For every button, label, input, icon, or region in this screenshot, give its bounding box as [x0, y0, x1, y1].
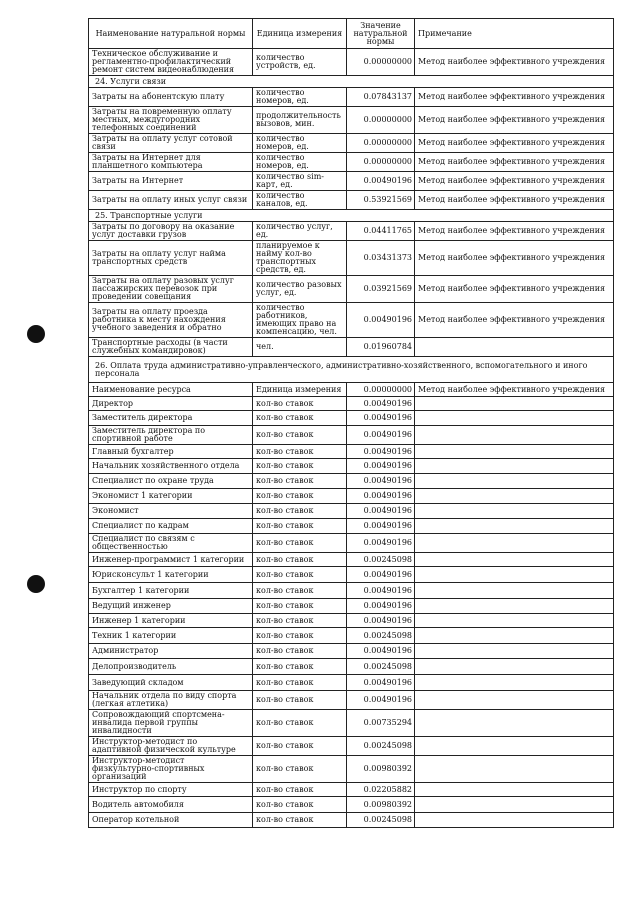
- cell-note: [415, 519, 614, 534]
- cell-note: Метод наиболее эффективного учреждения: [415, 107, 614, 134]
- table-row: [89, 519, 614, 534]
- cell-name: Ведущий инженер: [89, 599, 253, 614]
- cell-value: 0.00490196: [347, 445, 415, 459]
- table-row: [89, 107, 614, 134]
- cell-value: 0.00000000: [347, 107, 415, 134]
- cell-unit: количество номеров, ед.: [253, 153, 347, 172]
- cell-value: 0.00490196: [347, 614, 415, 628]
- punch-hole-bottom: [27, 575, 45, 593]
- cell-value: 0.00000000: [347, 383, 415, 397]
- cell-name: Заместитель директора по спортивной работе: [89, 426, 253, 445]
- cell-note: Метод наиболее эффективного учреждения: [415, 383, 614, 397]
- cell-name: Сопровождающий спортсмена-инвалида первой группы инвалидности: [89, 710, 253, 737]
- cell-name: Заведующий складом: [89, 675, 253, 691]
- table-row: [89, 534, 614, 553]
- cell-unit: кол-во ставок: [253, 783, 347, 797]
- table-row: [89, 675, 614, 691]
- cell-unit: Единица измерения: [253, 383, 347, 397]
- cell-value: 0.00000000: [347, 134, 415, 153]
- cell-value: 0.07843137: [347, 88, 415, 107]
- cell-note: [415, 783, 614, 797]
- cell-note: [415, 614, 614, 628]
- cell-value: 0.00245098: [347, 553, 415, 567]
- cell-value: 0.00490196: [347, 459, 415, 474]
- table-row: [89, 756, 614, 783]
- cell-unit: чел.: [253, 338, 347, 357]
- table-row: [89, 737, 614, 756]
- cell-name: Наименование ресурса: [89, 383, 253, 397]
- cell-note: [415, 813, 614, 828]
- cell-unit: кол-во ставок: [253, 614, 347, 628]
- cell-value: 0.00490196: [347, 411, 415, 426]
- cell-note: [415, 534, 614, 553]
- cell-value: 0.00245098: [347, 659, 415, 675]
- cell-value: 0.00490196: [347, 489, 415, 504]
- table-row: [89, 659, 614, 675]
- cell-unit: продолжительность вызовов, мин.: [253, 107, 347, 134]
- table-row: [89, 276, 614, 303]
- cell-unit: кол-во ставок: [253, 599, 347, 614]
- table-row: [89, 553, 614, 567]
- cell-name: Затраты на оплату услуг найма транспортных средств: [89, 241, 253, 276]
- table-row: [89, 445, 614, 459]
- table-row: [89, 783, 614, 797]
- cell-unit: кол-во ставок: [253, 756, 347, 783]
- cell-name: Техническое обслуживание и регламентно-профилактический ремонт систем видеонаблюдения: [89, 49, 253, 76]
- norms-table: [88, 18, 614, 828]
- cell-unit: планируемое к найму кол-во транспортных средств, ед.: [253, 241, 347, 276]
- cell-note: [415, 411, 614, 426]
- cell-value: 0.00490196: [347, 426, 415, 445]
- cell-note: Метод наиболее эффективного учреждения: [415, 303, 614, 338]
- table-row: [89, 691, 614, 710]
- cell-note: [415, 397, 614, 411]
- cell-unit: кол-во ставок: [253, 474, 347, 489]
- cell-name: Специалист по охране труда: [89, 474, 253, 489]
- cell-note: [415, 599, 614, 614]
- table-row: [89, 426, 614, 445]
- cell-unit: кол-во ставок: [253, 659, 347, 675]
- header-unit: Единица измерения: [253, 19, 347, 49]
- cell-unit: кол-во ставок: [253, 628, 347, 644]
- cell-value: 0.00980392: [347, 797, 415, 813]
- cell-note: [415, 737, 614, 756]
- cell-name: Инструктор по спорту: [89, 783, 253, 797]
- table-row: [89, 599, 614, 614]
- cell-name: Затраты на Интернет: [89, 172, 253, 191]
- cell-unit: кол-во ставок: [253, 567, 347, 583]
- cell-name: Заместитель директора: [89, 411, 253, 426]
- cell-unit: кол-во ставок: [253, 489, 347, 504]
- cell-unit: кол-во ставок: [253, 583, 347, 599]
- cell-note: Метод наиболее эффективного учреждения: [415, 88, 614, 107]
- cell-unit: кол-во ставок: [253, 411, 347, 426]
- cell-name: Бухгалтер 1 категории: [89, 583, 253, 599]
- cell-value: 0.00490196: [347, 504, 415, 519]
- cell-value: 0.00490196: [347, 172, 415, 191]
- table-row: [89, 88, 614, 107]
- cell-note: Метод наиболее эффективного учреждения: [415, 241, 614, 276]
- cell-note: [415, 756, 614, 783]
- cell-name: Затраты на оплату иных услуг связи: [89, 191, 253, 210]
- header-value: Значение натуральной нормы: [347, 19, 415, 49]
- cell-value: 0.00490196: [347, 644, 415, 659]
- table-header-row: [89, 19, 614, 49]
- cell-value: 0.00245098: [347, 628, 415, 644]
- cell-name: Затраты на оплату услуг сотовой связи: [89, 134, 253, 153]
- table-row: [89, 172, 614, 191]
- cell-unit: кол-во ставок: [253, 445, 347, 459]
- cell-name: Транспортные расходы (в части служебных командировок): [89, 338, 253, 357]
- cell-unit: кол-во ставок: [253, 813, 347, 828]
- cell-value: 0.03921569: [347, 276, 415, 303]
- cell-unit: количество работников, имеющих право на компенсацию, чел.: [253, 303, 347, 338]
- cell-note: [415, 338, 614, 357]
- cell-name: Затраты на оплату разовых услуг пассажирских перевозок при проведении совещания: [89, 276, 253, 303]
- cell-note: [415, 583, 614, 599]
- cell-name: Начальник отдела по виду спорта (легкая атлетика): [89, 691, 253, 710]
- table-row: [89, 489, 614, 504]
- cell-note: Метод наиболее эффективного учреждения: [415, 134, 614, 153]
- table-row: [89, 153, 614, 172]
- cell-unit: кол-во ставок: [253, 553, 347, 567]
- cell-value: 0.00490196: [347, 691, 415, 710]
- section-title: 24. Услуги связи: [89, 76, 614, 88]
- table-row: [89, 583, 614, 599]
- cell-unit: кол-во ставок: [253, 426, 347, 445]
- table-row: [89, 411, 614, 426]
- table-row: [89, 474, 614, 489]
- table-row: [89, 49, 614, 76]
- cell-name: Инструктор-методист физкультурно-спортивных организаций: [89, 756, 253, 783]
- cell-note: [415, 445, 614, 459]
- cell-name: Экономист: [89, 504, 253, 519]
- cell-value: 0.00490196: [347, 303, 415, 338]
- punch-hole-top: [27, 325, 45, 343]
- table-row: [89, 644, 614, 659]
- table-row: [89, 222, 614, 241]
- table-row: [89, 710, 614, 737]
- cell-name: Затраты на оплату проезда работника к месту нахождения учебного заведения и обратно: [89, 303, 253, 338]
- cell-value: 0.00490196: [347, 599, 415, 614]
- table-row: [89, 338, 614, 357]
- cell-note: Метод наиболее эффективного учреждения: [415, 276, 614, 303]
- section-row: [89, 76, 614, 88]
- cell-name: Инженер-программист 1 категории: [89, 553, 253, 567]
- table-row: [89, 459, 614, 474]
- section-row: [89, 357, 614, 383]
- cell-value: 0.00980392: [347, 756, 415, 783]
- cell-note: [415, 567, 614, 583]
- table-row: [89, 191, 614, 210]
- cell-value: 0.03431373: [347, 241, 415, 276]
- cell-note: [415, 644, 614, 659]
- cell-note: Метод наиболее эффективного учреждения: [415, 222, 614, 241]
- cell-unit: кол-во ставок: [253, 691, 347, 710]
- section-title: 25. Транспортные услуги: [89, 210, 614, 222]
- table-row: [89, 813, 614, 828]
- cell-unit: кол-во ставок: [253, 675, 347, 691]
- cell-name: Экономист 1 категории: [89, 489, 253, 504]
- cell-unit: кол-во ставок: [253, 644, 347, 659]
- cell-name: Затраты на Интернет для планшетного компьютера: [89, 153, 253, 172]
- cell-value: 0.00245098: [347, 737, 415, 756]
- cell-unit: кол-во ставок: [253, 519, 347, 534]
- cell-unit: кол-во ставок: [253, 737, 347, 756]
- table-row: [89, 614, 614, 628]
- cell-name: Техник 1 категории: [89, 628, 253, 644]
- cell-unit: кол-во ставок: [253, 504, 347, 519]
- cell-value: 0.00735294: [347, 710, 415, 737]
- cell-note: [415, 797, 614, 813]
- cell-value: 0.00490196: [347, 519, 415, 534]
- cell-note: [415, 426, 614, 445]
- cell-name: Затраты на повременную оплату местных, междугородних телефонных соединений: [89, 107, 253, 134]
- cell-value: 0.02205882: [347, 783, 415, 797]
- table-row: [89, 134, 614, 153]
- section-row: [89, 210, 614, 222]
- cell-note: [415, 489, 614, 504]
- cell-name: Инженер 1 категории: [89, 614, 253, 628]
- cell-name: Начальник хозяйственного отдела: [89, 459, 253, 474]
- cell-name: Затраты на абонентскую плату: [89, 88, 253, 107]
- cell-unit: кол-во ставок: [253, 710, 347, 737]
- table-row: [89, 241, 614, 276]
- cell-unit: количество номеров, ед.: [253, 88, 347, 107]
- cell-note: [415, 710, 614, 737]
- cell-value: 0.53921569: [347, 191, 415, 210]
- cell-value: 0.00490196: [347, 534, 415, 553]
- cell-note: Метод наиболее эффективного учреждения: [415, 191, 614, 210]
- cell-value: 0.00490196: [347, 583, 415, 599]
- cell-note: Метод наиболее эффективного учреждения: [415, 49, 614, 76]
- cell-note: [415, 553, 614, 567]
- cell-value: 0.00490196: [347, 474, 415, 489]
- cell-name: Юрисконсульт 1 категории: [89, 567, 253, 583]
- table-row: [89, 797, 614, 813]
- cell-name: Водитель автомобиля: [89, 797, 253, 813]
- cell-name: Специалист по связям с общественностью: [89, 534, 253, 553]
- cell-unit: количество sim-карт, ед.: [253, 172, 347, 191]
- cell-unit: количество разовых услуг, ед.: [253, 276, 347, 303]
- cell-note: Метод наиболее эффективного учреждения: [415, 153, 614, 172]
- cell-name: Оператор котельной: [89, 813, 253, 828]
- cell-unit: количество услуг, ед.: [253, 222, 347, 241]
- cell-value: 0.00490196: [347, 567, 415, 583]
- cell-name: Затраты по договору на оказание услуг доставки грузов: [89, 222, 253, 241]
- cell-note: [415, 504, 614, 519]
- cell-value: 0.00000000: [347, 153, 415, 172]
- cell-name: Инструктор-методист по адаптивной физической культуре: [89, 737, 253, 756]
- cell-name: Директор: [89, 397, 253, 411]
- cell-value: 0.00490196: [347, 675, 415, 691]
- cell-name: Администратор: [89, 644, 253, 659]
- cell-unit: кол-во ставок: [253, 459, 347, 474]
- cell-name: Специалист по кадрам: [89, 519, 253, 534]
- cell-value: 0.01960784: [347, 338, 415, 357]
- table-row: [89, 303, 614, 338]
- cell-note: [415, 659, 614, 675]
- cell-value: 0.00245098: [347, 813, 415, 828]
- cell-note: [415, 459, 614, 474]
- cell-note: [415, 691, 614, 710]
- cell-name: Главный бухгалтер: [89, 445, 253, 459]
- cell-note: [415, 628, 614, 644]
- cell-unit: кол-во ставок: [253, 797, 347, 813]
- cell-unit: количество каналов, ед.: [253, 191, 347, 210]
- cell-unit: кол-во ставок: [253, 534, 347, 553]
- cell-unit: количество номеров, ед.: [253, 134, 347, 153]
- header-note: Примечание: [415, 19, 614, 49]
- cell-unit: количество устройств, ед.: [253, 49, 347, 76]
- cell-value: 0.00490196: [347, 397, 415, 411]
- table-row: [89, 567, 614, 583]
- cell-value: 0.04411765: [347, 222, 415, 241]
- cell-name: Делопроизводитель: [89, 659, 253, 675]
- table-row: [89, 397, 614, 411]
- cell-unit: кол-во ставок: [253, 397, 347, 411]
- table-row: [89, 628, 614, 644]
- cell-note: [415, 474, 614, 489]
- cell-value: 0.00000000: [347, 49, 415, 76]
- table-row: [89, 383, 614, 397]
- header-name: Наименование натуральной нормы: [89, 19, 253, 49]
- cell-note: Метод наиболее эффективного учреждения: [415, 172, 614, 191]
- table-row: [89, 504, 614, 519]
- section-title: 26. Оплата труда административно-управленческого, административно-хозяйственного, вспомогательного и иного персонала: [89, 357, 614, 383]
- cell-note: [415, 675, 614, 691]
